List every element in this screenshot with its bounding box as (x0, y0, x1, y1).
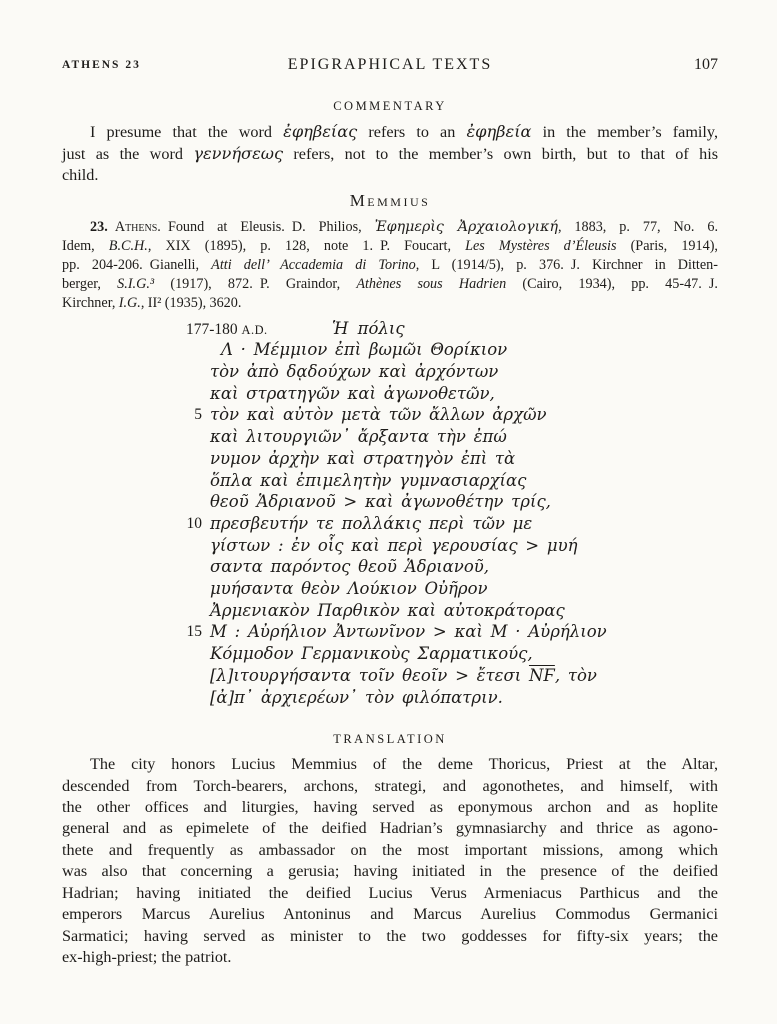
text-line: Kirchner, I.G., II² (1935), 3620. (62, 295, 242, 312)
line-number (180, 556, 210, 578)
running-head (62, 0, 718, 79)
line-number (180, 535, 210, 557)
inscription-line (180, 665, 718, 687)
running-head-title: EPIGRAPHICAL TEXTS (287, 56, 493, 73)
text-line: was also that concerning a gerusia; having initiated in the presence of the deified (62, 862, 718, 881)
line-number: 5 (194, 406, 202, 424)
inscription-header (180, 318, 718, 340)
inscription-line (180, 448, 718, 470)
text-line: Idem, B.C.H., XIX (1895), p. 128, note 1. P. Foucart, Les Mystères d’Éleusis (Paris, 1914), (62, 237, 718, 254)
page-number: 107 (694, 56, 718, 73)
line-number (180, 491, 210, 513)
translation-heading: TRANSLATION (333, 732, 447, 747)
line-number (180, 665, 210, 687)
text-line: ex-high-priest; the patriot. (62, 947, 232, 966)
line-number (180, 470, 210, 492)
greek-text: μυήσαντα θεὸν Λούκιον Οὐῆρον (210, 579, 488, 599)
greek-text: [λ]ιτουργήσαντα τοῖν θεοῖν > ἔτεσι $\overline{NϜ}$, τὸν (210, 665, 597, 685)
greek-text: Λ · Μέμμιον ἐπὶ βωμῶι Θορίκιον (221, 340, 508, 360)
greek-text: Μ : Αὐρήλιον Ἀντωνῖνον > καὶ Μ · Αὐρήλιον (210, 622, 607, 642)
inscription-line (180, 491, 718, 513)
text-line: the other offices and liturgies, having served as eponymous archon and as hoplite (62, 798, 718, 817)
inscription-line (180, 556, 718, 578)
greek-text: Ἀρμενιακὸν Παρθικὸν καὶ αὐτοκράτορας (210, 600, 565, 620)
inscription-line (180, 687, 718, 709)
inscription-line (180, 404, 718, 426)
inscription-line (180, 513, 718, 535)
inscription-line (180, 470, 718, 492)
inscription-line (180, 621, 718, 643)
greek-text: ὅπλα καὶ ἐπιμελητὴν γυμνασιαρχίας (210, 470, 527, 490)
text-line: I presume that the word ἐφηβείας refers to an ἐφηβεία in the member’s family, (90, 122, 719, 141)
inscription-date: 177-180 A.D. (186, 320, 268, 338)
commentary-paragraph (62, 121, 718, 187)
inscription-line (180, 578, 718, 600)
greek-text: νυμον ἀρχὴν καὶ στρατηγὸν ἐπὶ τὰ (210, 448, 516, 468)
text-line: general and as epimelete of the deified Hadrian’s gymnasiarchy and thrice as agono- (62, 819, 718, 838)
line-number: 10 (186, 514, 202, 532)
inscription-line (180, 426, 718, 448)
line-number (180, 600, 210, 622)
greek-text: καὶ στρατηγῶν καὶ ἀγωνοθετῶν, (210, 383, 495, 403)
greek-text: [ἀ]π᾽ ἀρχιερέων᾽ τὸν φιλόπατριν. (210, 687, 503, 707)
text-line: The city honors Lucius Memmius of the deme Thoricus, Priest at the Altar, (90, 755, 718, 774)
line-number (180, 339, 210, 361)
memmius-heading: Memmius (349, 190, 431, 210)
inscription-block (180, 318, 718, 709)
commentary-heading: COMMENTARY (333, 99, 447, 113)
text-line: pp. 204-206. Gianelli, Atti dell’ Accademia di Torino, L (1914/5), p. 376. J. Kirchner in Ditten- (62, 257, 718, 274)
text-line: child. (62, 166, 99, 185)
greek-text: τὸν καὶ αὐτὸν μετὰ τῶν ἄλλων ἀρχῶν (210, 405, 547, 425)
text-line: just as the word γεννήσεως refers, not to the member’s own birth, but to that of his (62, 144, 719, 164)
text-line: 23. Athens. Found at Eleusis. D. Philios, Ἐφημερὶς Ἀρχαιολογική, 1883, p. 77, No. 6. (90, 218, 719, 235)
greek-text: τὸν ἀπὸ δᾳδούχων καὶ ἀρχόντων (210, 362, 499, 382)
inscription-line (180, 361, 718, 383)
text-line: berger, S.I.G.³ (1917), 872. P. Graindor, Athènes sous Hadrien (Cairo, 1934), pp. 45-47. J. (62, 276, 718, 293)
inscription-lines (180, 339, 718, 708)
greek-text: καὶ λιτουργιῶν᾽ ἄρξαντα τὴν ἐπώ (210, 427, 507, 447)
greek-text: Κόμμοδον Γερμανικοὺς Σαρματικούς, (210, 644, 533, 664)
line-number (180, 448, 210, 470)
text-line: thete and frequently as ambassador on the most important missions, among which (62, 840, 718, 859)
line-number (180, 687, 210, 709)
translation-paragraph (62, 754, 718, 968)
text-line: emperors Marcus Aurelius Antoninus and Marcus Aurelius Commodus Germanici (62, 905, 718, 924)
running-head-catalog-ref: ATHENS 23 (62, 59, 141, 71)
greek-text: σαντα παρόντος θεοῦ Ἁδριανοῦ, (210, 557, 490, 577)
greek-text: γίστων : ἐν οἷς καὶ περὶ γερουσίας > μυή (210, 535, 578, 555)
line-number (180, 426, 210, 448)
greek-text: θεοῦ Ἁδριανοῦ > καὶ ἀγωνοθέτην τρίς, (210, 492, 551, 512)
line-number (180, 643, 210, 665)
inscription-line (180, 643, 718, 665)
line-number (180, 578, 210, 600)
inscription-line (180, 535, 718, 557)
text-line: Sarmatici; having served as minister to the two goddesses for fifty-six years; the (62, 926, 718, 945)
inscription-line (180, 600, 718, 622)
inscription-line (180, 383, 718, 405)
text-line: Hadrian; having initiated the deified Lucius Verus Armeniacus Parthicus and the (62, 883, 718, 902)
inscription-title: Ἡ πόλις (332, 318, 405, 338)
bibliography-paragraph (62, 218, 718, 314)
greek-text: πρεσβευτήν τε πολλάκις περὶ τῶν με (210, 513, 533, 533)
line-number (180, 383, 210, 405)
inscription-line (180, 339, 718, 361)
line-number (180, 361, 210, 383)
text-line: descended from Torch-bearers, archons, strategi, and agonothetes, and himself, with (62, 776, 718, 795)
line-number: 15 (186, 623, 202, 641)
